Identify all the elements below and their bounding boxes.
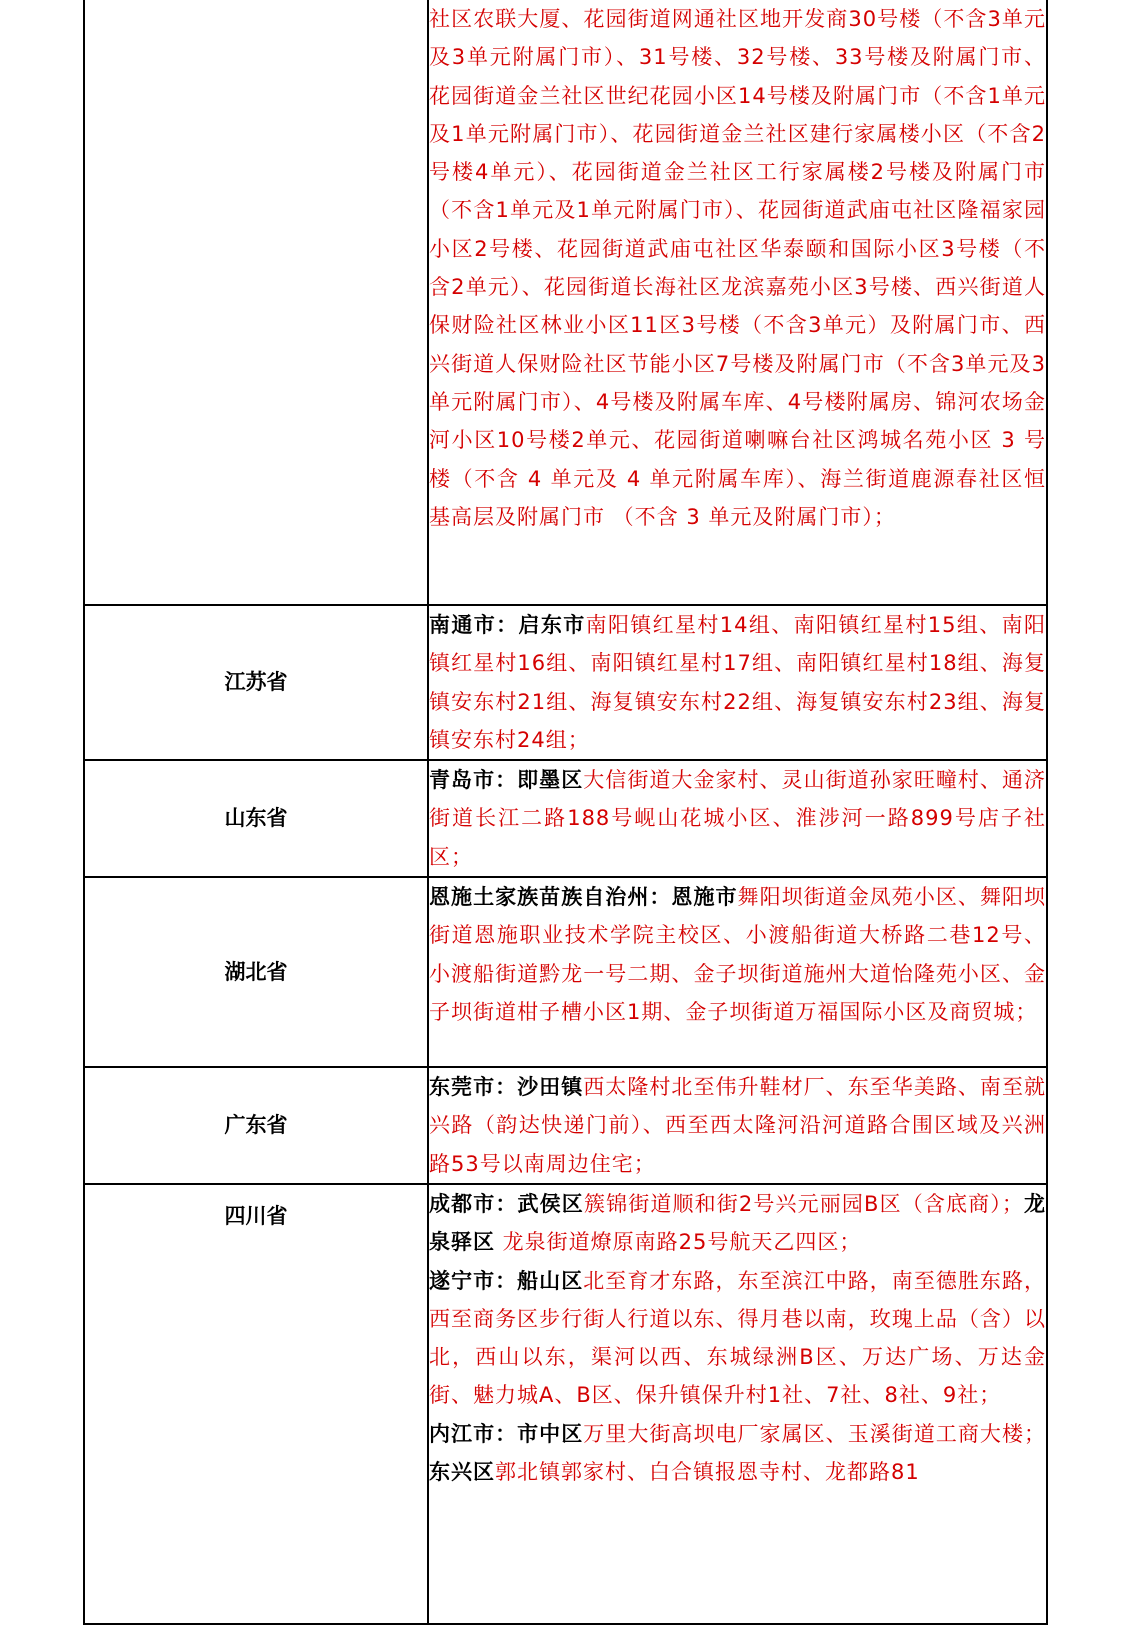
table-row — [84, 1184, 1047, 1624]
city-district-label: 遂宁市：船山区 — [429, 1268, 584, 1293]
area-text: 簇锦街道顺和街2号兴元丽园B区（含底商）； — [583, 1191, 1024, 1216]
table-row — [84, 1067, 1047, 1184]
province-cell-jiangsu: 江苏省 — [84, 605, 428, 760]
city-district-label: 青岛市：即墨区 — [429, 768, 584, 793]
table-row — [84, 0, 1047, 605]
province-cell-guangdong: 广东省 — [84, 1067, 428, 1184]
city-district-label: 东莞市：沙田镇 — [429, 1075, 584, 1100]
area-text: 舞阳坝街道金凤苑小区、舞阳坝街道恩施职业技术学院主校区、小渡船街道大桥路二巷12号、小渡船街道黔龙一号二期、金子坝街道施州大道怡隆苑小区、金子坝街道柑子槽小区1期、金子坝街道万福国际小区及商贸城； — [429, 885, 1047, 1024]
area-detail-cell — [428, 0, 1047, 605]
province-cell-shandong: 山东省 — [84, 760, 428, 877]
city-district-label: 成都市：武侯区 — [429, 1191, 584, 1216]
city-district-label: 内江市：市中区 — [429, 1421, 584, 1446]
area-paragraph — [429, 606, 1046, 759]
province-cell — [84, 0, 428, 605]
district-label: 龙泉驿区 — [429, 1191, 1047, 1255]
area-paragraph — [429, 878, 1046, 1031]
city-district-label: 恩施土家族苗族自治州：恩施市 — [429, 885, 738, 910]
area-paragraph-neijiang — [429, 1415, 1046, 1492]
area-paragraph-suining — [429, 1262, 1046, 1415]
district-label: 东兴区 — [429, 1460, 495, 1485]
area-text: 万里大街高坝电厂家属区、玉溪街道工商大楼； — [583, 1421, 1047, 1446]
area-detail-cell — [428, 877, 1047, 1067]
area-text: 社区农联大厦、花园街道网通社区地开发商30号楼（不含3单元及3单元附属门市）、31号楼、32号楼、33号楼及附属门市、花园街道金兰社区世纪花园小区14号楼及附属门市（不含1单元及1单元附属门市）、花园街道金兰社区建行家属楼小区（不含2号楼4单元）、花园街道金兰社区工行家属楼2号楼及附属门市（不含1单元及1单元附属门市）、花园街道武庙屯社区隆福家园小区2号楼、花园街道武庙屯社区华泰颐和国际小区3号楼（不含2单元）、花园街道长海社区龙滨嘉苑小区3号楼、西兴街道人保财险社区林业小区11区3号楼（不含3单元）及附属门市、西兴街道人保财险社区节能小区7号楼及附属门市（不含3单元及3单元附属门市）、4号楼及附属车库、4号楼附属房、锦河农场金河小区10号楼2单元、花园街道喇嘛台社区鸿城名苑小区 3 号楼（不含 4 单元及 4 单元附属车库）、海兰街道鹿源春社区恒基高层及附属门市 （不含 3 单元及附属门市）； — [429, 7, 1046, 529]
area-text: 北至育才东路，东至滨江中路，南至德胜东路，西至商务区步行街人行道以东、得月巷以南，玫瑰上品（含）以北，西山以东，渠河以西、东城绿洲B区、万达广场、万达金街、魅力城A、B区、保升镇保升村1社、7社、8社、9社； — [429, 1268, 1047, 1408]
area-detail-cell — [428, 1184, 1047, 1624]
area-text: 龙泉街道燎原南路25号航天乙四区； — [495, 1230, 862, 1255]
table-row — [84, 877, 1047, 1067]
province-cell-hubei: 湖北省 — [84, 877, 428, 1067]
area-paragraph-chengdu — [429, 1185, 1046, 1262]
area-text: 大信街道大金家村、灵山街道孙家旺疃村、通济街道长江二路188号岘山花城小区、淮涉河一路899号店子社区； — [429, 768, 1047, 869]
table-row — [84, 760, 1047, 877]
area-text: 南阳镇红星村14组、南阳镇红星村15组、南阳镇红星村16组、南阳镇红星村17组、南阳镇红星村18组、海复镇安东村21组、海复镇安东村22组、海复镇安东村23组、海复镇安东村24组； — [429, 613, 1046, 752]
city-district-label: 南通市：启东市 — [429, 613, 586, 637]
area-detail-cell — [428, 1067, 1047, 1184]
area-text: 郭北镇郭家村、白合镇报恩寺村、龙都路81 — [495, 1460, 920, 1485]
province-cell-sichuan: 四川省 — [84, 1184, 428, 1624]
area-paragraph — [429, 761, 1046, 876]
area-text: 西太隆村北至伟升鞋材厂、东至华美路、南至就兴路（韵达快递门前）、西至西太隆河沿河道路合围区域及兴洲路53号以南周边住宅； — [429, 1075, 1047, 1176]
area-detail-cell — [428, 760, 1047, 877]
area-paragraph — [429, 1068, 1046, 1183]
area-detail-cell — [428, 605, 1047, 760]
risk-area-table — [83, 0, 1048, 1625]
table-row — [84, 605, 1047, 760]
